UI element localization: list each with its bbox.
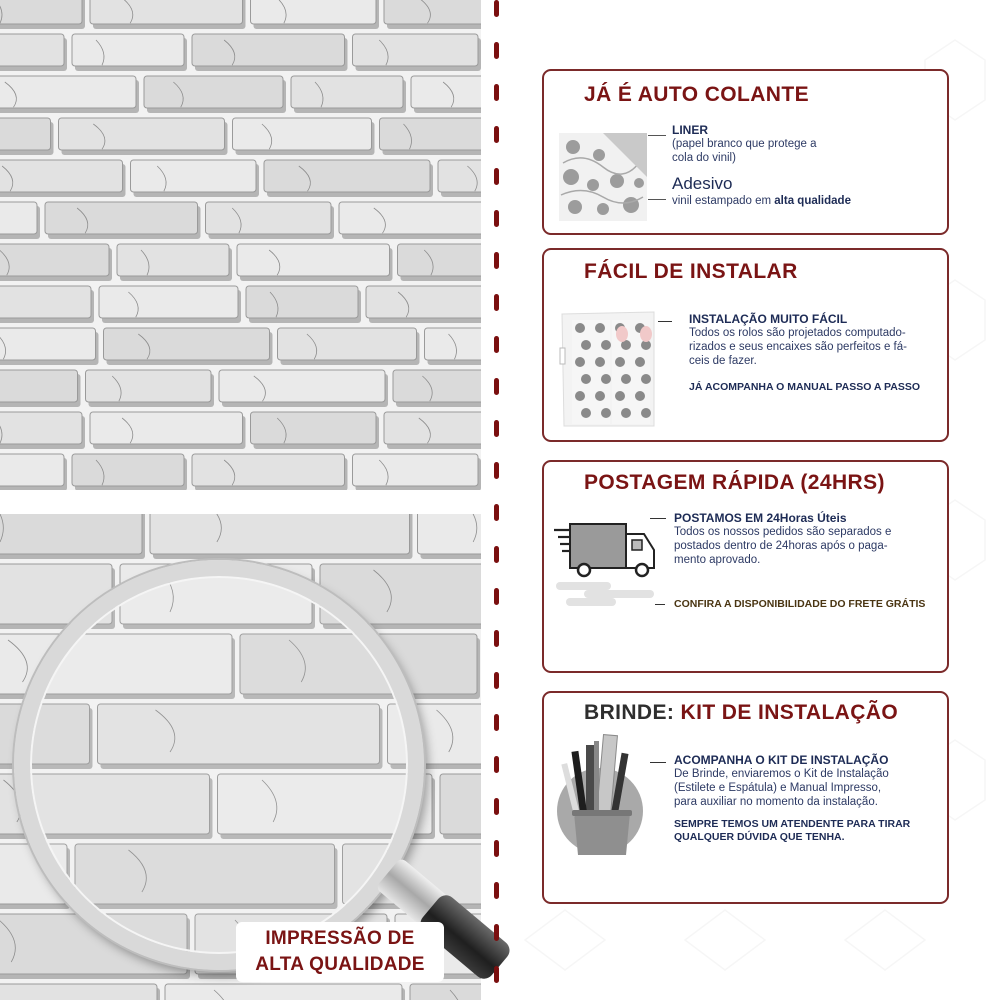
flower-motif bbox=[601, 340, 611, 350]
vinyl-sample-icon bbox=[559, 133, 647, 221]
brick bbox=[398, 244, 482, 276]
flower-motif bbox=[635, 391, 645, 401]
flower-motif bbox=[615, 391, 625, 401]
brick bbox=[0, 76, 136, 108]
brick bbox=[425, 328, 482, 360]
adesivo-desc: vinil estampado em bbox=[672, 195, 775, 207]
flower-motif bbox=[581, 408, 591, 418]
brick bbox=[0, 244, 109, 276]
divider-dash bbox=[494, 924, 499, 941]
liner-desc-1: (papel branco que protege a bbox=[672, 138, 817, 150]
quality-badge bbox=[236, 922, 444, 982]
feature-card-self-adhesive bbox=[542, 69, 949, 235]
brick bbox=[384, 0, 481, 24]
brick bbox=[353, 454, 479, 486]
card-line-3: para auxiliar no momento da instalação. bbox=[674, 796, 878, 808]
brick bbox=[72, 34, 184, 66]
card-subtitle: INSTALAÇÃO MUITO FÁCIL bbox=[689, 312, 848, 326]
divider-dash bbox=[494, 294, 499, 311]
brick bbox=[380, 118, 482, 150]
brick bbox=[410, 984, 481, 1000]
divider-dash bbox=[494, 672, 499, 689]
brick bbox=[45, 202, 198, 234]
divider-dash bbox=[494, 798, 499, 815]
liner-desc-2: cola do vinil) bbox=[672, 152, 736, 164]
brick bbox=[90, 412, 243, 444]
brick bbox=[0, 0, 82, 24]
brick bbox=[246, 286, 358, 318]
brick bbox=[192, 34, 345, 66]
brick bbox=[0, 118, 51, 150]
feature-card-easy-install bbox=[542, 248, 949, 442]
card-note-2: QUALQUER DÚVIDA QUE TENHA. bbox=[674, 831, 845, 843]
brick bbox=[206, 202, 332, 234]
brick bbox=[117, 244, 229, 276]
card-title: JÁ É AUTO COLANTE bbox=[584, 83, 809, 106]
adesivo-desc-bold: alta qualidade bbox=[774, 195, 851, 207]
divider-dash bbox=[494, 378, 499, 395]
flower-motif bbox=[575, 391, 585, 401]
brick bbox=[0, 286, 91, 318]
flower-motif bbox=[581, 340, 591, 350]
adesivo-pointer-line bbox=[648, 199, 666, 200]
brick bbox=[0, 454, 64, 486]
tool-cup-icon bbox=[550, 727, 650, 857]
flower-motif bbox=[601, 374, 611, 384]
brick bbox=[0, 514, 142, 554]
brick bbox=[0, 370, 78, 402]
card-title-main: KIT DE INSTALAÇÃO bbox=[680, 701, 899, 724]
divider-dash bbox=[494, 42, 499, 59]
brick bbox=[264, 160, 430, 192]
card-title-prefix: BRINDE: bbox=[584, 701, 681, 724]
card-line-3: mento aprovado. bbox=[674, 554, 761, 566]
brick bbox=[0, 160, 123, 192]
flower-motif bbox=[581, 374, 591, 384]
divider-dash bbox=[494, 84, 499, 101]
brick bbox=[192, 454, 345, 486]
liner-pointer-line bbox=[648, 135, 666, 136]
divider-dash bbox=[494, 0, 499, 17]
brick bbox=[144, 76, 283, 108]
card-title: POSTAGEM RÁPIDA (24HRS) bbox=[584, 471, 885, 494]
brick bbox=[438, 160, 481, 192]
brick-wall-photo bbox=[0, 0, 481, 490]
flower-motif bbox=[595, 323, 605, 333]
divider-dash bbox=[494, 462, 499, 479]
brick bbox=[233, 118, 372, 150]
brick bbox=[104, 328, 270, 360]
brick bbox=[393, 370, 481, 402]
brick bbox=[86, 370, 212, 402]
brick bbox=[99, 286, 238, 318]
brick bbox=[418, 514, 482, 554]
brick bbox=[0, 984, 157, 1000]
brick bbox=[251, 412, 377, 444]
flower-motif bbox=[635, 357, 645, 367]
pointer-line bbox=[658, 321, 672, 322]
card-title: FÁCIL DE INSTALAR bbox=[584, 260, 798, 283]
flower-motif bbox=[621, 374, 631, 384]
pointer-line bbox=[655, 604, 665, 605]
flower-motif bbox=[601, 408, 611, 418]
divider-dash bbox=[494, 756, 499, 773]
feature-card-fast-shipping bbox=[542, 460, 949, 673]
brick bbox=[278, 328, 417, 360]
brick bbox=[150, 514, 410, 554]
quality-label-line1: IMPRESSÃO DE bbox=[265, 928, 415, 949]
brick bbox=[0, 34, 64, 66]
divider-dash bbox=[494, 714, 499, 731]
flower-motif bbox=[575, 357, 585, 367]
divider-dash bbox=[494, 630, 499, 647]
brick bbox=[251, 0, 377, 24]
brick bbox=[219, 370, 385, 402]
pointer-line bbox=[650, 762, 666, 763]
divider-dash bbox=[494, 420, 499, 437]
divider-dash bbox=[494, 882, 499, 899]
card-line-2: postados dentro de 24horas após o paga- bbox=[674, 540, 888, 552]
adesivo-title: Adesivo bbox=[672, 174, 733, 193]
card-subtitle: ACOMPANHA O KIT DE INSTALAÇÃO bbox=[674, 753, 889, 767]
divider-dash bbox=[494, 966, 499, 983]
divider-dash bbox=[494, 126, 499, 143]
flower-motif bbox=[595, 391, 605, 401]
card-note: JÁ ACOMPANHA O MANUAL PASSO A PASSO bbox=[689, 381, 921, 393]
card-title bbox=[584, 701, 898, 725]
flower-motif bbox=[641, 374, 651, 384]
brick-pattern bbox=[0, 0, 481, 490]
brick bbox=[291, 76, 403, 108]
brick bbox=[353, 34, 479, 66]
flower-motif bbox=[615, 357, 625, 367]
magnifier-lens-icon bbox=[14, 560, 424, 970]
brick bbox=[237, 244, 390, 276]
brick bbox=[90, 0, 243, 24]
brick bbox=[0, 328, 96, 360]
brick bbox=[72, 454, 184, 486]
brick bbox=[165, 984, 402, 1000]
divider-dash bbox=[494, 840, 499, 857]
card-line-1: De Brinde, enviaremos o Kit de Instalação bbox=[674, 768, 889, 780]
feature-card-installation-kit bbox=[542, 691, 949, 904]
card-line-3: ceis de fazer. bbox=[689, 355, 757, 367]
flower-motif bbox=[641, 408, 651, 418]
brick bbox=[131, 160, 257, 192]
brick bbox=[0, 202, 37, 234]
card-subtitle: POSTAMOS EM 24Horas Úteis bbox=[674, 511, 847, 525]
brick bbox=[411, 76, 481, 108]
divider-dash bbox=[494, 504, 499, 521]
card-line-2: rizados e seus encaixes são perfeitos e fá- bbox=[689, 341, 907, 353]
dashed-divider bbox=[494, 0, 500, 1000]
liner-title: LINER bbox=[672, 123, 708, 137]
brick bbox=[59, 118, 225, 150]
delivery-truck-icon bbox=[552, 520, 662, 610]
brick bbox=[0, 412, 82, 444]
divider-dash bbox=[494, 252, 499, 269]
card-note: CONFIRA A DISPONIBILIDADE DO FRETE GRÁTIS bbox=[674, 598, 926, 610]
card-line-1: Todos os rolos são projetados computado- bbox=[689, 327, 906, 339]
divider-dash bbox=[494, 588, 499, 605]
card-line-2: (Estilete e Espátula) e Manual Impresso, bbox=[674, 782, 882, 794]
wallpaper-install-icon bbox=[558, 308, 658, 428]
divider-dash bbox=[494, 168, 499, 185]
divider-dash bbox=[494, 336, 499, 353]
brick bbox=[366, 286, 481, 318]
card-note-1: SEMPRE TEMOS UM ATENDENTE PARA TIRAR bbox=[674, 818, 911, 830]
quality-label-line2: ALTA QUALIDADE bbox=[255, 954, 425, 975]
divider-dash bbox=[494, 546, 499, 563]
flower-motif bbox=[595, 357, 605, 367]
flower-motif bbox=[575, 323, 585, 333]
card-line-1: Todos os nossos pedidos são separados e bbox=[674, 526, 892, 538]
divider-dash bbox=[494, 210, 499, 227]
flower-motif bbox=[621, 408, 631, 418]
pointer-line bbox=[650, 518, 666, 519]
brick bbox=[440, 774, 481, 834]
brick bbox=[384, 412, 481, 444]
brick bbox=[339, 202, 481, 234]
